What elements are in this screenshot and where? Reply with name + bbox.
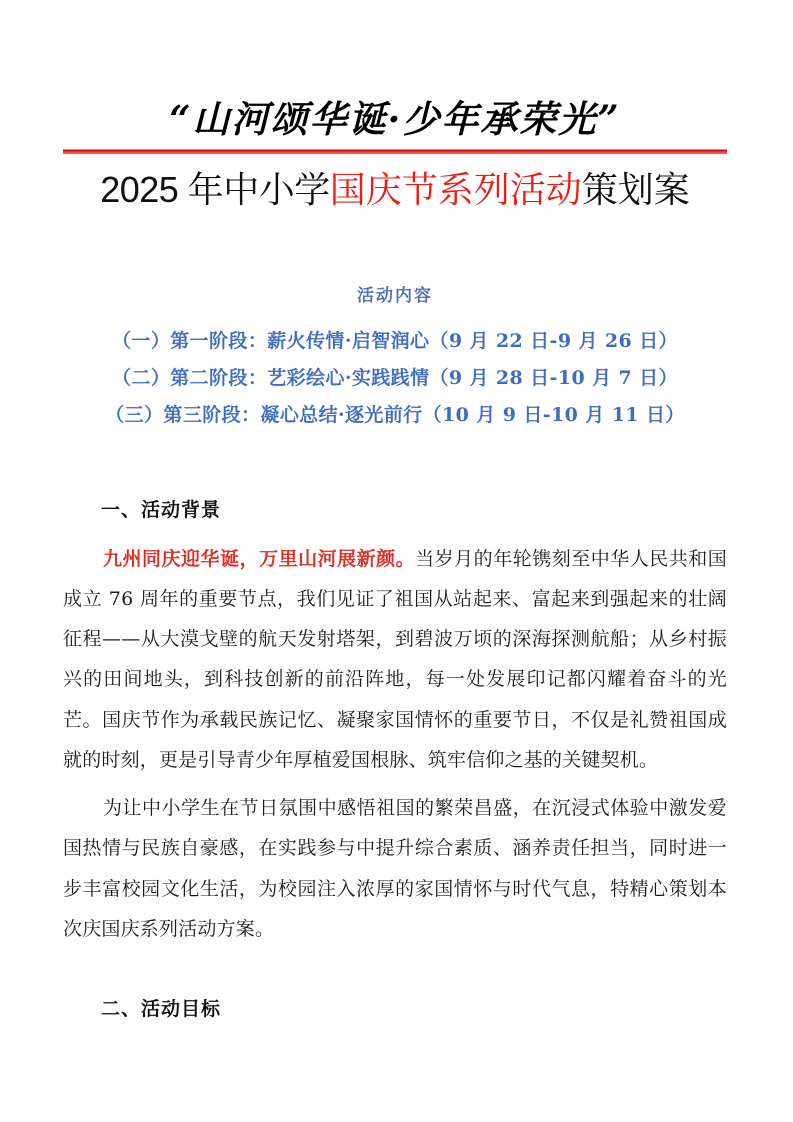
background-lead-red-phrase: 九州同庆迎华诞，万里山河展新颜。 bbox=[103, 547, 416, 570]
section-heading-background: 一、活动背景 bbox=[101, 500, 222, 521]
phase-list bbox=[63, 323, 727, 434]
document-subtitle bbox=[63, 167, 727, 212]
background-paragraph-1-body: 当岁月的年轮镌刻至中华人民共和国成立 76 周年的重要节点，我们见证了祖国从站起来、富起来到强起来的壮阔征程——从大漠戈壁的航天发射塔架，到碧波万顷的深海探测航船；从乡村振兴的田间地头，到科技创新的前沿阵地，每一处发展印记都闪耀着奋斗的光芒。国庆节作为承载民族记忆、凝聚家国情怀的重要节日，不仅是礼赞祖国成就的时刻，更是引导青少年厚植爱国根脉、筑牢信仰之基的关键契机。 bbox=[63, 547, 727, 771]
section-activity-goals bbox=[63, 996, 727, 1025]
background-paragraph-2: 为让中小学生在节日氛围中感悟祖国的繁荣昌盛，在沉浸式体验中激发爱国热情与民族自豪感，在实践参与中提升综合素质、涵养责任担当，同时进一步丰富校园文化生活，为校园注入浓厚的家国情怀与时代气息，特精心策划本次庆国庆系列活动方案。 bbox=[63, 797, 727, 940]
title-divider-rule bbox=[63, 149, 727, 154]
section-activity-background bbox=[63, 497, 727, 949]
phase-item: （三）第三阶段：凝心总结·逐光前行（10 月 9 日-10 月 11 日） bbox=[105, 403, 685, 426]
phase-item: （一）第一阶段：薪火传情·启智润心（9 月 22 日-9 月 26 日） bbox=[112, 329, 678, 352]
background-paragraph-1 bbox=[63, 539, 727, 781]
subtitle-highlight: 国庆节系列活动 bbox=[329, 169, 582, 211]
section-heading-goals: 二、活动目标 bbox=[101, 999, 222, 1020]
activity-content-block bbox=[63, 285, 727, 434]
phase-item: （二）第二阶段：艺彩绘心·实践践情（9 月 28 日-10 月 7 日） bbox=[112, 366, 678, 389]
subtitle-suffix: 策划案 bbox=[581, 169, 690, 211]
document-main-title: “山河颂华诞·少年承荣光” bbox=[169, 97, 621, 141]
activity-content-heading: 活动内容 bbox=[357, 286, 433, 306]
subtitle-prefix: 2025 年中小学 bbox=[100, 169, 330, 211]
title-block bbox=[63, 96, 727, 212]
